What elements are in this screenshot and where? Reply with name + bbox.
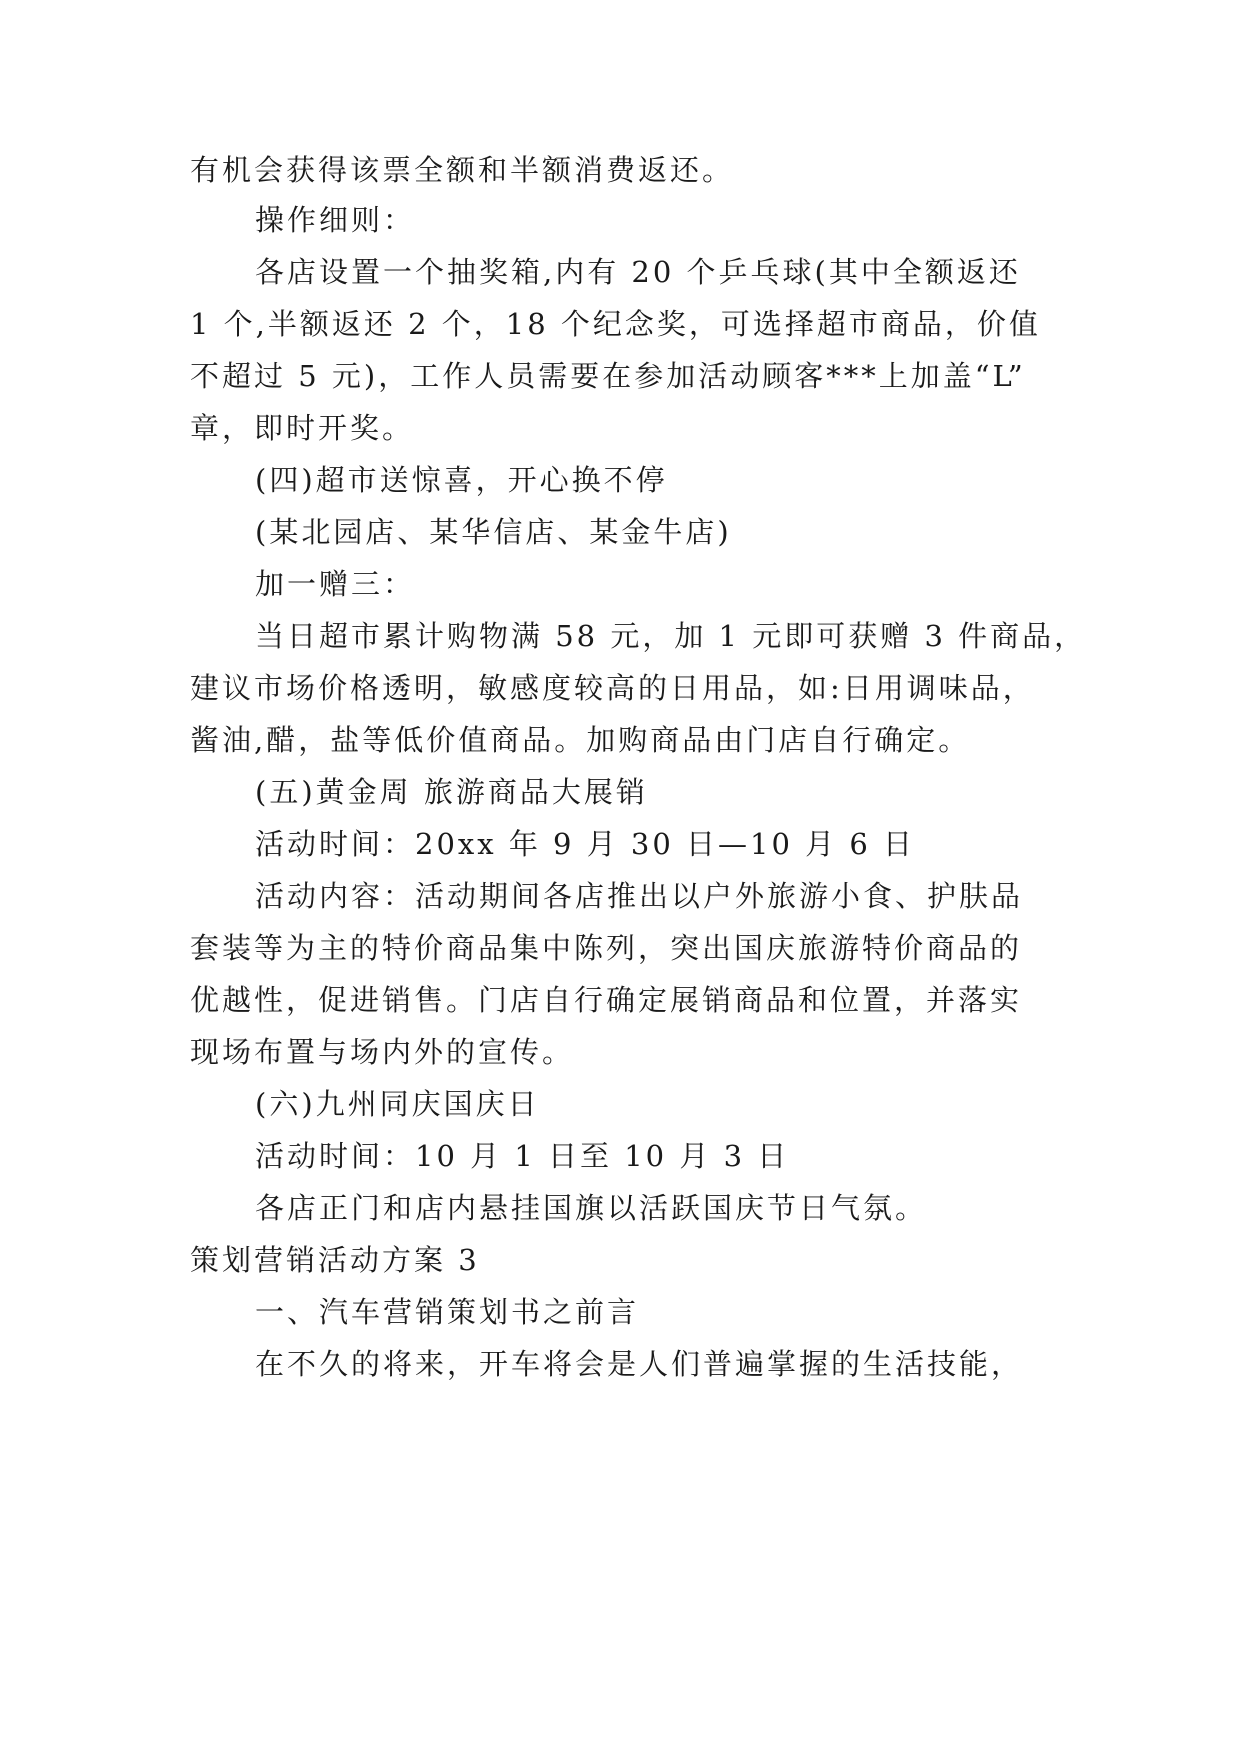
body-text-line: 活动内容：活动期间各店推出以户外旅游小食、护肤品 xyxy=(255,879,1024,913)
section-heading: (六)九州同庆国庆日 xyxy=(255,1087,540,1121)
body-text-line: 活动时间：20xx 年 9 月 30 日—10 月 6 日 xyxy=(255,827,916,861)
body-text-line: 活动时间：10 月 1 日至 10 月 3 日 xyxy=(255,1139,790,1173)
body-text-line: 现场布置与场内外的宣传。 xyxy=(190,1035,575,1069)
body-text-line: (某北园店、某华信店、某金牛店) xyxy=(255,515,732,549)
body-text-line: 有机会获得该票全额和半额消费返还。 xyxy=(190,153,735,187)
section-heading: (四)超市送惊喜，开心换不停 xyxy=(255,463,668,497)
body-text-line: 各店正门和店内悬挂国旗以活跃国庆节日气氛。 xyxy=(255,1191,928,1225)
section-label: 操作细则： xyxy=(255,203,416,237)
body-text-line: 在不久的将来，开车将会是人们普遍掌握的生活技能， xyxy=(255,1347,1024,1381)
body-text-line: 优越性，促进销售。门店自行确定展销商品和位置，并落实 xyxy=(190,983,1023,1017)
section-heading: (五)黄金周 旅游商品大展销 xyxy=(255,775,648,809)
body-text-line: 建议市场价格透明，敏感度较高的日用品，如:日用调味品， xyxy=(190,671,1035,705)
section-heading: 一、汽车营销策划书之前言 xyxy=(255,1295,640,1329)
body-text-line: 各店设置一个抽奖箱,内有 20 个乒乓球(其中全额返还 xyxy=(255,255,1021,289)
body-text-line: 套装等为主的特价商品集中陈列，突出国庆旅游特价商品的 xyxy=(190,931,1023,965)
document-title: 策划营销活动方案 3 xyxy=(190,1243,480,1277)
body-text-line: 1 个,半额返还 2 个，18 个纪念奖，可选择超市商品，价值 xyxy=(190,307,1041,341)
body-text-line: 章，即时开奖。 xyxy=(190,411,415,445)
body-text-line: 酱油,醋，盐等低价值商品。加购商品由门店自行确定。 xyxy=(190,723,971,757)
body-text-line: 当日超市累计购物满 58 元，加 1 元即可获赠 3 件商品， xyxy=(255,619,1087,653)
body-text-line: 不超过 5 元)，工作人员需要在参加活动顾客***上加盖“L” xyxy=(190,359,1026,393)
section-label: 加一赠三： xyxy=(255,567,416,601)
